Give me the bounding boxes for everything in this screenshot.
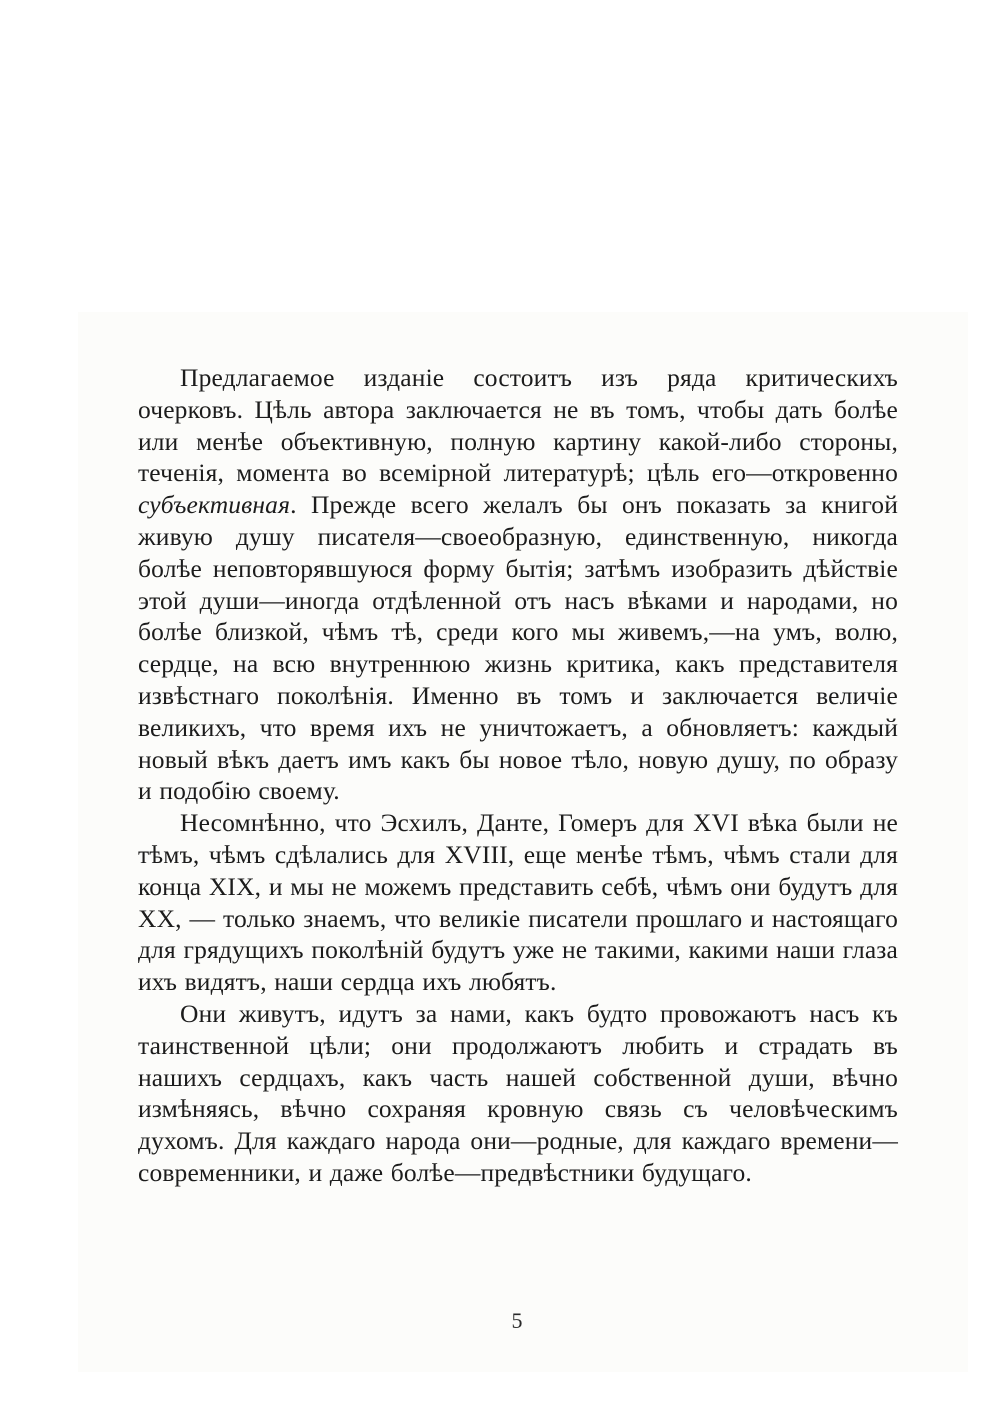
emphasis-subjective: субъективная — [138, 490, 291, 520]
body-text — [138, 362, 898, 1189]
paragraph-1-text-start: Предлагаемое изданіе состоитъ изъ ряда критическихъ очерковъ. Цѣль автора заключается не въ томъ, чтобы дать болѣе или менѣе объективную, полную картину какой-либо стороны, теченія, момента во всемірной литературѣ; цѣль его—откровенно — [138, 363, 898, 488]
paragraph-1 — [138, 362, 898, 807]
paragraph-2: Несомнѣнно, что Эсхилъ, Данте, Гомеръ для XVI вѣка были не тѣмъ, чѣмъ сдѣлались для XVIII, еще менѣе тѣмъ, чѣмъ стали для конца XIX, и мы не можемъ представить себѣ, чѣмъ они будутъ для XX, — только знаемъ, что великіе писатели прошлаго и настоящаго для грядущихъ поколѣній будутъ уже не такими, какими наши глаза ихъ видятъ, наши сердца ихъ любятъ. — [138, 808, 898, 997]
paragraph-1-text-end: . Прежде всего желалъ бы онъ показать за книгой живую душу писателя—своеобразную, единственную, никогда болѣе неповторявшуюся форму бытія; затѣмъ изобразить дѣйствіе этой души—иногда отдѣленной отъ насъ вѣками и народами, но болѣе близкой, чѣмъ тѣ, среди кого мы живемъ,—на умъ, волю, сердце, на всю внутреннюю жизнь критика, какъ представителя извѣстнаго поколѣнія. Именно въ томъ и заключается величіе великихъ, что время ихъ не уничтожаетъ, а обновляетъ: каждый новый вѣкъ даетъ имъ какъ бы новое тѣло, новую душу, по образу и подобію своему. — [138, 490, 898, 806]
paragraph-3: Они живутъ, идутъ за нами, какъ будто провожаютъ насъ къ таинственной цѣли; они продолжаютъ любить и страдать въ нашихъ сердцахъ, какъ часть нашей собственной души, вѣчно измѣняясь, вѣчно сохраняя кровную связь съ человѣческимъ духомъ. Для каждаго народа они—родные, для каждаго времени—современники, и даже болѣе—предвѣстники будущаго. — [138, 998, 898, 1187]
page-number: 5 — [511, 1308, 523, 1333]
